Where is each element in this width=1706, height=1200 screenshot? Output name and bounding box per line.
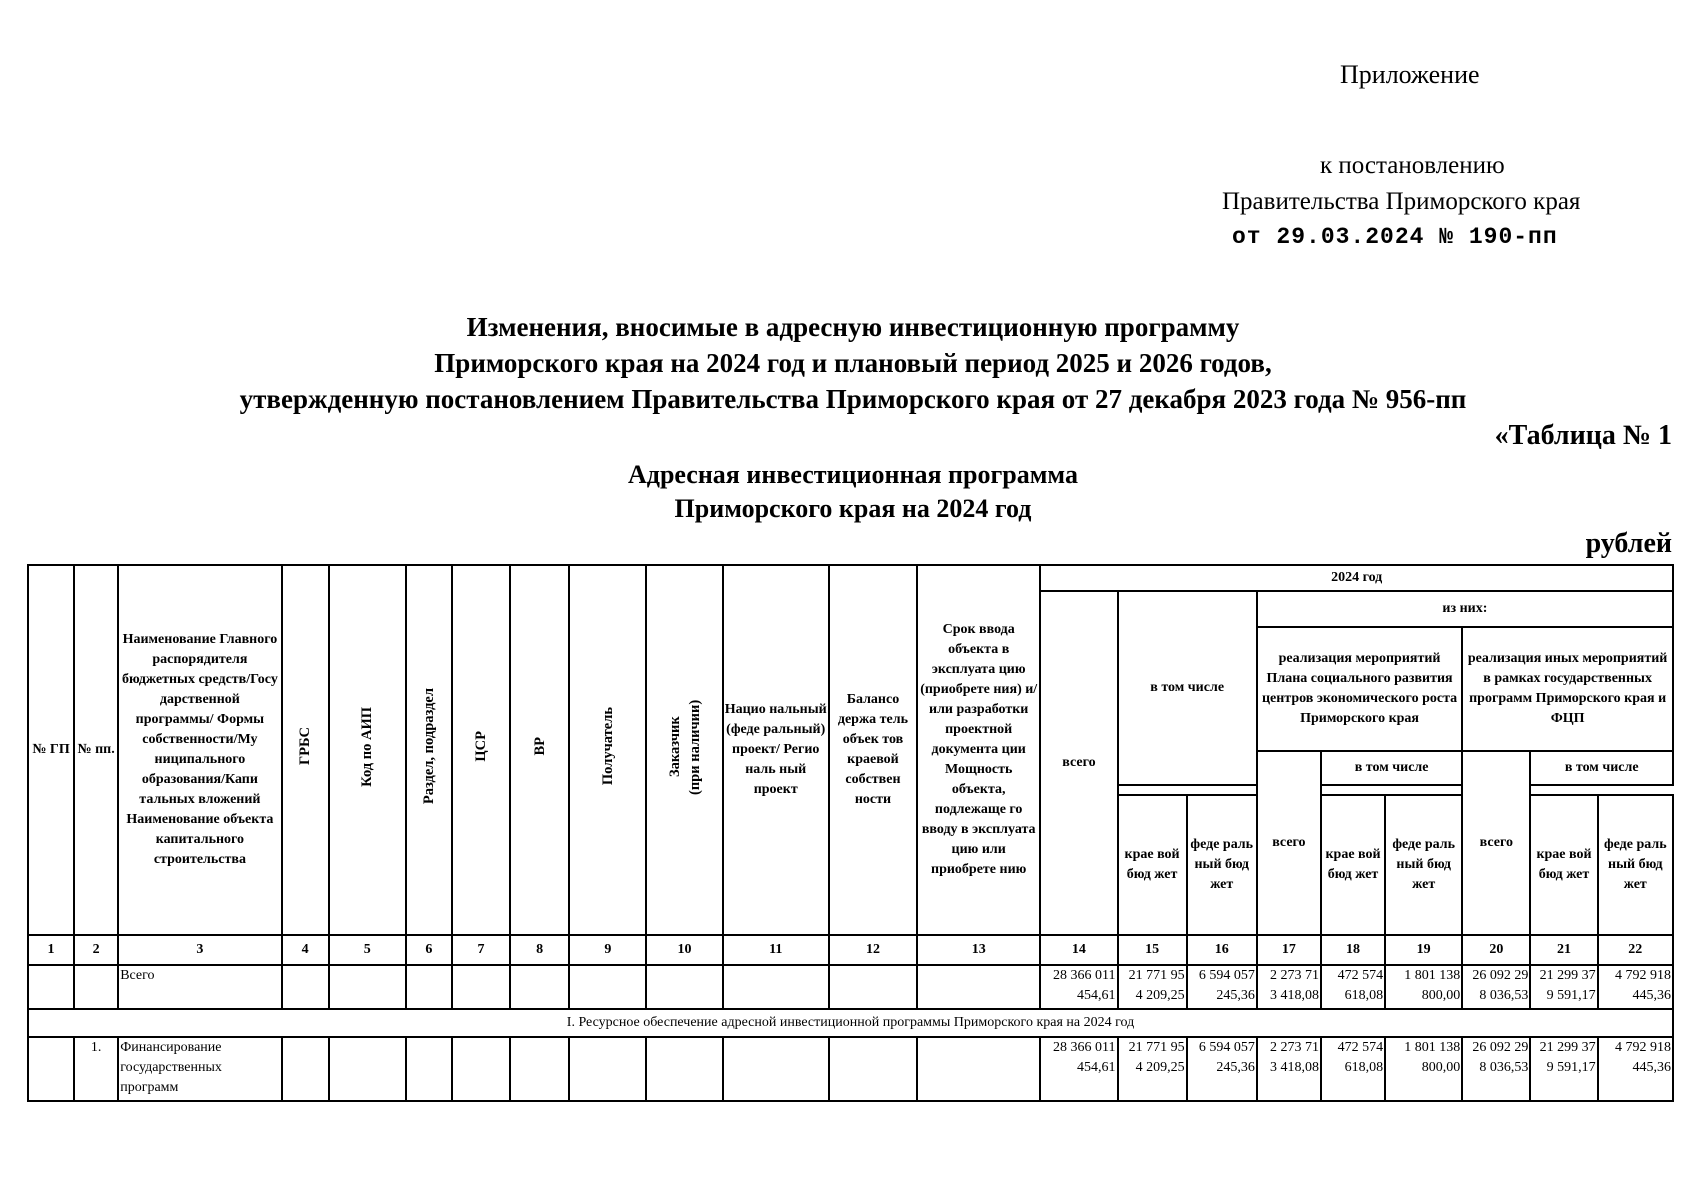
header-plan-group: реализация мероприятий Плана социального развития центров экономического роста Приморского края [1257, 627, 1462, 751]
col-num: 6 [406, 935, 452, 965]
header-other-group: реализация иных мероприятий в рамках государственных программ Приморского края и ФЦП [1462, 627, 1673, 751]
header-federal-22: феде раль ный бюд жет [1598, 795, 1673, 935]
col-num: 5 [329, 935, 406, 965]
header-name: Наименование Главного распорядителя бюджетных средств/Госу дарственной программы/ Формы собственности/Му ниципального образования/Капи тальных вложений Наименование объекта капитального строительства [118, 565, 281, 935]
col-num: 21 [1530, 935, 1597, 965]
col-num: 4 [282, 935, 329, 965]
header-pp-number: № пп. [74, 565, 118, 935]
heading-line2: Приморского края на 2024 год и плановый период 2025 и 2026 годов, [434, 348, 1272, 378]
value-cell: 21 771 95 4 209,25 [1118, 965, 1187, 1009]
header-national-project: Нацио нальный (феде ральный) проект/ Регио наль ный проект [723, 565, 829, 935]
value-cell: 6 594 057 245,36 [1187, 1037, 1257, 1101]
col-num: 8 [510, 935, 569, 965]
col-num: 16 [1187, 935, 1257, 965]
col-num: 18 [1321, 935, 1385, 965]
col-num: 20 [1462, 935, 1530, 965]
col-num: 22 [1598, 935, 1673, 965]
header-kraevoy-18: крае вой бюд жет [1321, 795, 1385, 935]
value-cell: 472 574 618,08 [1321, 965, 1385, 1009]
row-number [74, 965, 118, 1009]
row-name: Всего [118, 965, 281, 1009]
value-cell: 21 299 37 9 591,17 [1530, 1037, 1597, 1101]
header-customer: Заказчик (при наличии) [646, 565, 722, 935]
header-csr: ЦСР [452, 565, 510, 935]
col-num: 10 [646, 935, 722, 965]
value-cell: 6 594 057 245,36 [1187, 965, 1257, 1009]
header-year: 2024 год [1040, 565, 1673, 591]
value-cell: 1 801 138 800,00 [1385, 1037, 1462, 1101]
table-row [28, 1037, 1673, 1101]
value-cell: 4 792 918 445,36 [1598, 965, 1673, 1009]
col-num: 11 [723, 935, 829, 965]
value-cell: 28 366 011 454,61 [1040, 1037, 1117, 1101]
value-cell: 21 771 95 4 209,25 [1118, 1037, 1187, 1101]
header-including: в том числе [1118, 591, 1257, 785]
section-row [28, 1009, 1673, 1037]
value-cell: 4 792 918 445,36 [1598, 1037, 1673, 1101]
col-num: 1 [28, 935, 74, 965]
header-other-total: всего [1462, 751, 1530, 935]
col-num: 2 [74, 935, 118, 965]
value-cell: 21 299 37 9 591,17 [1530, 965, 1597, 1009]
header-federal-16: феде раль ный бюд жет [1187, 795, 1257, 935]
heading-line3: утвержденную постановлением Правительства Приморского края от 27 декабря 2023 года № 956-пп [239, 384, 1467, 414]
value-cell: 2 273 71 3 418,08 [1257, 965, 1321, 1009]
header-gp-number: № ГП [28, 565, 74, 935]
appendix-title: Приложение [1340, 60, 1480, 89]
section-title: I. Ресурсное обеспечение адресной инвестиционной программы Приморского края на 2024 год [28, 1009, 1673, 1037]
header-plan-including: в том числе [1321, 751, 1462, 785]
header-other-including: в том числе [1530, 751, 1673, 785]
col-num: 17 [1257, 935, 1321, 965]
header-aip-code: Код по АИП [329, 565, 406, 935]
investment-table [27, 564, 1674, 1102]
col-num: 13 [917, 935, 1040, 965]
col-num: 3 [118, 935, 281, 965]
value-cell: 28 366 011 454,61 [1040, 965, 1117, 1009]
col-num: 9 [569, 935, 646, 965]
col-num: 7 [452, 935, 510, 965]
header-recipient: Получатель [569, 565, 646, 935]
header-section: Раздел, подраздел [406, 565, 452, 935]
value-cell: 472 574 618,08 [1321, 1037, 1385, 1101]
appendix-line1: к постановлению [1320, 152, 1505, 179]
header-balance-holder: Балансо держа тель объек тов краевой собствен ности [829, 565, 917, 935]
header-federal-19: феде раль ный бюд жет [1385, 795, 1462, 935]
row-name: Финансирование государственных программ [118, 1037, 281, 1101]
header-kraevoy-15: крае вой бюд жет [1118, 795, 1187, 935]
header-kraevoy-21: крае вой бюд жет [1530, 795, 1597, 935]
heading-line1: Изменения, вносимые в адресную инвестиционную программу [466, 312, 1240, 342]
header-of-which: из них: [1257, 591, 1673, 627]
col-num: 15 [1118, 935, 1187, 965]
table-label: «Таблица № 1 [1494, 420, 1672, 451]
col-num: 12 [829, 935, 917, 965]
appendix-line2: Правительства Приморского края [1222, 188, 1581, 215]
value-cell: 26 092 29 8 036,53 [1462, 965, 1530, 1009]
header-vr: ВР [510, 565, 569, 935]
col-num: 14 [1040, 935, 1117, 965]
subheading-line1: Адресная инвестиционная программа [628, 460, 1078, 489]
row-number: 1. [74, 1037, 118, 1101]
units-label: рублей [1585, 528, 1672, 559]
registration-stamp: от 29.03.2024 № 190-пп [1232, 224, 1558, 250]
col-num: 19 [1385, 935, 1462, 965]
header-total: всего [1040, 591, 1117, 935]
header-plan-total: всего [1257, 751, 1321, 935]
table-row [28, 965, 1673, 1009]
value-cell: 1 801 138 800,00 [1385, 965, 1462, 1009]
subheading-line2: Приморского края на 2024 год [674, 494, 1032, 523]
value-cell: 2 273 71 3 418,08 [1257, 1037, 1321, 1101]
value-cell: 26 092 29 8 036,53 [1462, 1037, 1530, 1101]
header-commissioning: Срок ввода объекта в эксплуата цию (приобрете ния) и/или разработки проектной документа ции Мощность объекта, подлежаще го вводу в эксплуата цию или приобрете нию [917, 565, 1040, 935]
header-grbs: ГРБС [282, 565, 329, 935]
column-number-row [28, 935, 1673, 965]
